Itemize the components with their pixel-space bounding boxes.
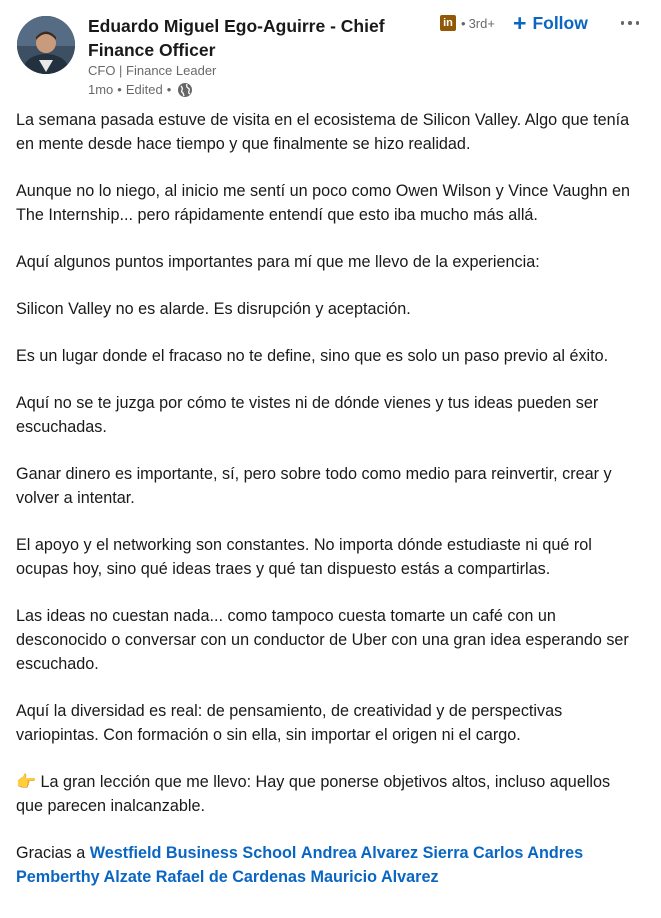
post-lesson — [16, 770, 641, 818]
post-thanks — [16, 841, 641, 889]
post-paragraph: Silicon Valley no es alarde. Es disrupción y aceptación. — [16, 300, 411, 318]
post-edited: Edited — [125, 82, 163, 97]
follow-label: Follow — [532, 13, 588, 33]
post-paragraph: Aquí la diversidad es real: de pensamiento, de creatividad y de perspectivas variopintas. Con formación o sin ella, sin importar el origen ni el cargo. — [16, 702, 563, 744]
author-headline: CFO | Finance Leader — [88, 63, 217, 78]
post-paragraph: La semana pasada estuve de visita en el ecosistema de Silicon Valley. Algo que tenía en mente desde hace tiempo y que finalmente se hizo realidad. — [16, 111, 630, 153]
meta-separator: • — [117, 82, 122, 97]
post-paragraph: Ganar dinero es importante, sí, pero sobre todo como medio para reinvertir, crear y volver a intentar. — [16, 465, 612, 507]
post-paragraph: Es un lugar donde el fracaso no te define, sino que es solo un paso previo al éxito. — [16, 347, 609, 365]
post-paragraph: Aquí algunos puntos importantes para mí que me llevo de la experiencia: — [16, 253, 540, 271]
degree-label: 3rd+ — [468, 15, 495, 31]
pointing-hand-icon: 👉 — [16, 773, 37, 791]
plus-icon: + — [513, 10, 527, 36]
post-paragraph: Aunque no lo niego, al inicio me sentí un poco como Owen Wilson y Vince Vaughn en The Internship... pero rápidamente entendí que esto iba mucho más allá. — [16, 182, 631, 224]
follow-button[interactable] — [513, 10, 588, 36]
connection-degree — [440, 15, 495, 31]
meta-separator: • — [461, 15, 466, 31]
thanks-prefix: Gracias a — [16, 844, 90, 862]
linkedin-icon: in — [440, 15, 456, 31]
post-paragraph: Las ideas no cuestan nada... como tampoco cuesta tomarte un café con un desconocido o conversar con un conductor de Uber con una gran idea esperando ser escuchado. — [16, 607, 629, 673]
post-paragraph: El apoyo y el networking son constantes. No importa dónde estudiaste ni qué rol ocupas hoy, sino qué ideas traes y qué tan dispuesto estás a compartirlas. — [16, 536, 592, 578]
more-dot — [628, 21, 632, 25]
mention-link[interactable]: Westfield Business School — [89, 844, 297, 862]
mention-link[interactable]: Carlos Andres Pemberthy Alzate — [16, 844, 584, 886]
meta-separator: • — [166, 82, 172, 97]
author-name[interactable]: Eduardo Miguel Ego-Aguirre - Chief Finance Officer — [88, 16, 385, 60]
more-options-button[interactable] — [616, 10, 644, 36]
mention-link[interactable]: Mauricio Alvarez — [310, 868, 439, 886]
lesson-text: La gran lección que me llevo: Hay que ponerse objetivos altos, incluso aquellos que parecen inalcanzable. — [16, 773, 611, 815]
post-paragraph: Aquí no se te juzga por cómo te vistes ni de dónde vienes y tus ideas pueden ser escuchadas. — [16, 394, 599, 436]
mention-link[interactable]: Andrea Alvarez Sierra — [300, 844, 469, 862]
more-dot — [636, 21, 640, 25]
post-meta — [88, 81, 193, 99]
globe-icon — [177, 82, 193, 98]
post-body — [16, 108, 641, 912]
avatar-photo — [17, 16, 75, 74]
post-time: 1mo — [88, 82, 114, 97]
author-avatar[interactable] — [17, 16, 75, 74]
mention-link[interactable]: Rafael de Cardenas — [155, 868, 306, 886]
more-horizontal-icon — [621, 21, 625, 25]
